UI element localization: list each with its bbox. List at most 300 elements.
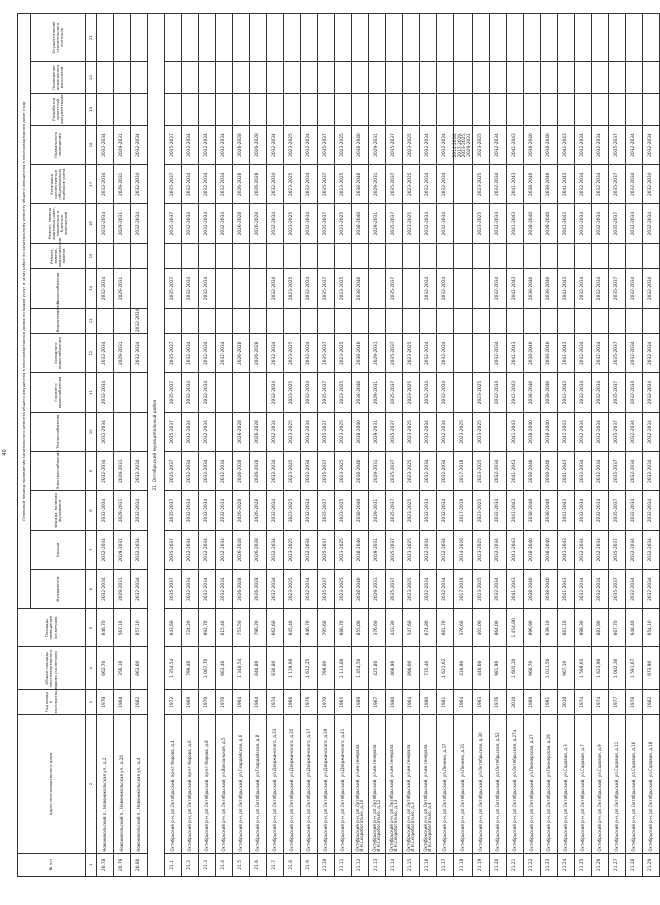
section-title: 21. Октябрьский муниципальный район — [148, 14, 165, 877]
row-number: 21.14 — [386, 853, 403, 876]
table-cell: 2035-2037 — [609, 452, 626, 491]
table-cell — [643, 14, 660, 62]
row-number: 21.16 — [420, 853, 437, 876]
table-cell: 2029-2031 — [369, 373, 386, 412]
table-cell: 401,00 — [473, 609, 490, 647]
row-number: 20.79 — [114, 853, 131, 876]
address-cell: Октябрьский р-н, рп.Октябрьский, ул.Октябрьская, д.27а — [507, 715, 524, 853]
table-cell: 2038-2040 — [524, 373, 541, 412]
table-cell: 2032-2034 — [97, 569, 114, 608]
table-cell — [473, 14, 490, 62]
table-cell — [267, 62, 284, 94]
table-cell — [216, 269, 233, 308]
table-cell: 2032-2034 — [643, 125, 660, 164]
row-number: 21.8 — [284, 853, 301, 876]
table-cell: 2032-2034 — [131, 452, 148, 491]
address-cell: Октябрьский р-н, рп.Октябрьский, ул.Октябрьская, д.30 — [473, 715, 490, 853]
address-cell: Октябрьский р-н, рп.Октябрьский, ул.Садовая, д.7 — [575, 715, 592, 853]
table-cell: 2035-2037 — [165, 334, 182, 373]
table-cell: 2032-2034 — [420, 125, 437, 164]
table-row — [524, 14, 541, 877]
table-cell: 466,90 — [386, 647, 403, 690]
table-row — [352, 14, 369, 877]
column-number: 10 — [86, 412, 97, 451]
table-cell: 855,00 — [352, 609, 369, 647]
address-cell: Октябрьский р-н, рп.Октябрьский, ул.им.генерала И.Н.Скоробогатько, д.12 — [369, 715, 386, 853]
address-cell: Октябрьский р-н, рп.Октябрьский, ул.Пионерская, д.29 — [541, 715, 558, 853]
table-cell: 2023-2025 — [284, 412, 301, 451]
table-cell: 2035-2037 — [165, 204, 182, 243]
table-cell — [558, 14, 575, 62]
table-cell — [267, 93, 284, 125]
table-cell: 967,10 — [558, 647, 575, 690]
table-cell: 2032-2034 — [182, 491, 199, 530]
table-cell: 2038-2040 — [541, 373, 558, 412]
table-cell — [524, 93, 541, 125]
table-cell: 2041-2043 — [507, 569, 524, 608]
table-cell: 2035-2037 — [318, 412, 335, 451]
table-cell: 2032-2034 — [301, 530, 318, 569]
table-cell: 2032-2034 — [592, 269, 609, 308]
table-cell — [507, 14, 524, 62]
table-cell: 2023-2025 — [335, 373, 352, 412]
table-cell: 1989 — [352, 690, 369, 716]
table-cell: 724,20 — [182, 609, 199, 647]
table-cell — [199, 62, 216, 94]
table-cell — [369, 308, 386, 334]
table-cell: 2032-2034 — [437, 373, 454, 412]
row-number: 21.29 — [643, 853, 660, 876]
table-cell: 2032-2034 — [182, 165, 199, 204]
address-cell: Октябрьский р-н, рп.Октябрьский, ул.им.генерала И.Н.Скоробогатько, д.13 — [386, 715, 403, 853]
table-cell: 2023-2025 — [284, 569, 301, 608]
table-cell: 2023-2025 — [335, 269, 352, 308]
table-cell: 2035-2037 — [318, 334, 335, 373]
table-cell — [250, 308, 267, 334]
table-cell: 2032-2034 — [182, 452, 199, 491]
col-header-electric: Электроснабжения — [31, 452, 86, 491]
table-cell: 2023-2025 — [473, 204, 490, 243]
row-number: 21.10 — [318, 853, 335, 876]
table-cell: 2032-2034 — [420, 530, 437, 569]
address-cell: Октябрьский р-н, рп.Октябрьский, ул.Октябрьская, д.52 — [490, 715, 507, 853]
table-cell — [131, 412, 148, 451]
table-cell: 1974 — [592, 690, 609, 716]
table-cell: 2035-2037 — [386, 165, 403, 204]
table-cell: 1 454,50 — [352, 647, 369, 690]
table-cell: 2026-2028 — [233, 334, 250, 373]
table-row — [490, 14, 507, 877]
table-cell: 795,60 — [318, 609, 335, 647]
address-cell: Октябрьский р-н, рп.Октябрьский, ул.Ленина, д.37 — [437, 715, 454, 853]
table-cell — [643, 62, 660, 94]
table-cell — [386, 14, 403, 62]
table-cell: 2029-2031 — [369, 412, 386, 451]
row-number: 20.78 — [97, 853, 114, 876]
table-cell — [609, 14, 626, 62]
table-cell: 2032-2034 — [626, 491, 643, 530]
table-row — [182, 14, 199, 877]
table-cell: 2032-2034 — [437, 165, 454, 204]
table-cell: 2029-2031 — [369, 530, 386, 569]
address-cell: Октябрьский р-н, рп.Октябрьский, ул.Дзержинского, д.41 — [335, 715, 352, 853]
table-cell: 2032-2034 — [301, 373, 318, 412]
table-cell — [403, 62, 420, 94]
table-cell: 2032-2034 — [643, 204, 660, 243]
table-cell: 753,50 — [233, 609, 250, 647]
table-cell: 2032-2034 — [420, 452, 437, 491]
table-cell: 2032-2034 — [643, 569, 660, 608]
table-row — [592, 14, 609, 877]
table-cell: 1 599,65 — [575, 647, 592, 690]
table-cell: 2032-2034 — [267, 530, 284, 569]
column-number: 16 — [86, 204, 97, 243]
table-cell: 2035-2037 — [609, 125, 626, 164]
table-cell: 2032-2034 — [301, 165, 318, 204]
table-cell: 2032-2034 — [626, 412, 643, 451]
table-cell: 2032-2034 — [437, 204, 454, 243]
table-cell: 2026-2028 — [233, 165, 250, 204]
column-number: 19 — [86, 93, 97, 125]
table-cell — [626, 308, 643, 334]
col-header-elevator-shafts: Ремонт, замена лифтовых шахт, машинных и блочных помещений — [31, 204, 86, 243]
table-cell: 2041-2043 — [507, 334, 524, 373]
table-cell: 2032-2034 — [131, 204, 148, 243]
table-cell: 2023-2025 — [403, 569, 420, 608]
table-cell: 2023-2025 — [335, 530, 352, 569]
table-cell: 1989 — [524, 690, 541, 716]
table-cell: 2032-2034 — [437, 491, 454, 530]
table-cell: 2023-2025 — [473, 165, 490, 204]
table-cell: 1 011,50 — [541, 647, 558, 690]
table-cell: 2026-2028 — [250, 165, 267, 204]
table-row — [507, 14, 524, 877]
table-cell — [437, 243, 454, 269]
table-cell: 2032-2034 — [131, 308, 148, 334]
table-cell — [369, 93, 386, 125]
table-cell — [284, 308, 301, 334]
table-cell: 2032-2034 — [437, 334, 454, 373]
table-cell: 881,90 — [592, 609, 609, 647]
table-cell: 2032-2034 — [437, 452, 454, 491]
table-cell: 2032-2034 — [420, 412, 437, 451]
col-header-num: № п/п — [18, 853, 86, 876]
address-cell: Октябрьский р-н, рп.Октябрьский, ул.Садовая, д.9 — [592, 715, 609, 853]
table-row — [301, 14, 318, 877]
address-cell: Октябрьский р-н, рп.Октябрьский, ул.Садовая, д.3 — [558, 715, 575, 853]
table-cell — [437, 14, 454, 62]
table-cell: 2026-2028 — [233, 125, 250, 164]
table-cell: 2032-2034 — [437, 125, 454, 164]
table-cell: 2032-2034 — [199, 373, 216, 412]
table-cell: 2032-2034 — [592, 530, 609, 569]
table-cell — [420, 14, 437, 62]
table-cell: 2041-2043 — [558, 569, 575, 608]
table-cell: 2032-2034 — [490, 373, 507, 412]
table-cell: 2032-2034 — [97, 452, 114, 491]
table-cell: 1974 — [267, 690, 284, 716]
table-cell: 416,90 — [454, 647, 473, 690]
table-cell — [318, 308, 335, 334]
table-cell: 2032-2034 — [131, 334, 148, 373]
table-cell: 1 623,90 — [592, 647, 609, 690]
table-cell: 2035-2037 — [318, 452, 335, 491]
table-cell — [524, 62, 541, 94]
table-cell: 1969 — [182, 690, 199, 716]
table-cell: 2032-2034 — [575, 452, 592, 491]
table-cell — [541, 308, 558, 334]
address-cell: Октябрьский р-н, рп.Октябрьский, ул.Пионерская, д.27 — [524, 715, 541, 853]
table-cell — [335, 62, 352, 94]
table-cell: 2041-2043 — [507, 269, 524, 308]
table-cell: 2032-2034 — [490, 165, 507, 204]
table-cell: 2026-2028 — [233, 569, 250, 608]
table-cell: 2032-2034 — [626, 569, 643, 608]
table-header — [18, 14, 97, 877]
table-cell — [335, 243, 352, 269]
table-cell — [318, 243, 335, 269]
table-cell: 2032-2034 — [182, 530, 199, 569]
column-number: 21 — [86, 14, 97, 62]
table-cell: 2035-2037 — [318, 491, 335, 530]
row-number: 21.2 — [182, 853, 199, 876]
table-cell: 2029-2031 — [369, 165, 386, 204]
table-row — [267, 14, 284, 877]
table-cell: 2032-2034 — [267, 125, 284, 164]
table-cell: 2032-2034 — [592, 125, 609, 164]
table-cell: 2035-2037 — [386, 412, 403, 451]
table-row — [454, 14, 473, 877]
table-cell — [97, 93, 114, 125]
table-cell: 2032-2034 — [643, 412, 660, 451]
table-cell: 2023-2025 — [473, 452, 490, 491]
table-cell — [114, 93, 131, 125]
table-cell: 1965 — [335, 690, 352, 716]
table-cell: 2038-2040 — [352, 334, 369, 373]
col-header-sewer: Водоотведения — [31, 308, 86, 334]
table-cell: 796,20 — [250, 609, 267, 647]
table-cell: 2032-2034 — [626, 165, 643, 204]
table-cell: 2032-2034 — [131, 125, 148, 164]
table-cell — [131, 93, 148, 125]
table-cell: 2032-2034 — [267, 569, 284, 608]
table-row — [386, 14, 403, 877]
table-cell: 2026-2028 — [233, 412, 250, 451]
table-cell: 2035-2037 — [165, 269, 182, 308]
table-cell — [473, 93, 490, 125]
col-header-design-docs: Разработка проектной документации — [31, 93, 86, 125]
table-cell — [352, 62, 369, 94]
table-cell — [473, 62, 490, 94]
table-cell: 2023-2025 — [284, 269, 301, 308]
table-cell — [454, 308, 473, 334]
table-cell: 2038-2040 — [524, 491, 541, 530]
table-row — [199, 14, 216, 877]
table-cell — [626, 62, 643, 94]
table-cell — [301, 308, 318, 334]
table-cell: 2032-2034 — [626, 269, 643, 308]
table-cell: 846,70 — [301, 609, 318, 647]
table-cell: 2032-2034 — [592, 204, 609, 243]
row-number: 21.18 — [454, 853, 473, 876]
column-number: 7 — [86, 530, 97, 569]
table-cell: 896,90 — [524, 609, 541, 647]
table-cell: 2032-2034 — [97, 373, 114, 412]
address-cell: Октябрьский р-н, рп.Октябрьский, пр-кт Кирова, д.8 — [199, 715, 216, 853]
address-cell: Октябрьский р-н, рп.Октябрьский, ул.Дзержинского, д.33 — [267, 715, 284, 853]
table-cell — [473, 334, 490, 373]
table-cell: 2023-2025 — [473, 530, 490, 569]
table-cell — [216, 308, 233, 334]
table-cell — [335, 308, 352, 334]
table-cell — [490, 308, 507, 334]
table-cell: 2032-2034 — [216, 334, 233, 373]
table-cell: 2035-2037 — [165, 569, 182, 608]
table-cell — [301, 93, 318, 125]
table-cell: 2032-2034 — [575, 165, 592, 204]
table-cell: 2041-2043 — [507, 530, 524, 569]
table-row — [284, 14, 301, 877]
col-header-gas: Газоснабжения — [31, 269, 86, 308]
table-cell — [454, 62, 473, 94]
column-number: 18 — [86, 125, 97, 164]
table-cell: 1991 — [541, 690, 558, 716]
row-number: 21.5 — [233, 853, 250, 876]
table-cell: 2032-2034 — [267, 269, 284, 308]
table-cell: 830,80 — [267, 647, 284, 690]
address-cell: Октябрьский р-н, рп.Октябрьский, ул.Садовая, д.18 — [643, 715, 660, 853]
table-cell: 2032-2034 — [182, 334, 199, 373]
table-cell — [507, 308, 524, 334]
table-cell — [131, 373, 148, 412]
column-number: 5 — [86, 609, 97, 647]
table-cell: 2038-2040 — [352, 125, 369, 164]
table-cell: 2032-2034 — [216, 204, 233, 243]
table-cell: 1980 — [386, 690, 403, 716]
table-cell — [267, 14, 284, 62]
col-header-year: Год ввода в эксплуатацию — [18, 690, 86, 716]
table-cell — [403, 14, 420, 62]
table-cell: 2023-2025 — [284, 373, 301, 412]
table-cell — [507, 93, 524, 125]
table-cell: 2035-2037 — [318, 569, 335, 608]
table-cell: 857,10 — [131, 609, 148, 647]
table-cell — [541, 243, 558, 269]
table-cell: 2041-2043 — [507, 204, 524, 243]
table-cell — [165, 62, 182, 94]
address-cell: Октябрьский р-н, рп.Октябрьский, ул.им.генерала И.Н.Скоробогатько, д.3 — [403, 715, 420, 853]
table-cell: 2032-2034 — [182, 125, 199, 164]
table-cell: 1964 — [250, 690, 267, 716]
table-cell — [369, 62, 386, 94]
table-cell: 2029-2031 — [369, 491, 386, 530]
table-cell: 2023-2025 — [473, 373, 490, 412]
table-cell — [114, 62, 131, 94]
table-row — [473, 14, 490, 877]
table-cell: 2032-2034 — [490, 569, 507, 608]
table-cell — [386, 93, 403, 125]
table-cell: 2026-2028 — [250, 125, 267, 164]
table-cell: 2032-2034 — [437, 569, 454, 608]
table-cell: 2032-2034 — [490, 334, 507, 373]
table-cell — [97, 62, 114, 94]
table-cell: 2032-2034 — [301, 491, 318, 530]
col-header-supervision: Осуществление строительного контроля — [31, 14, 86, 62]
table-cell: 2014-2016, 2017-2019, 2023-2025, 2029-2031 — [454, 125, 473, 164]
table-cell: 2026-2028 — [233, 452, 250, 491]
table-cell: 2032-2034 — [626, 530, 643, 569]
table-cell: 2032-2034 — [490, 204, 507, 243]
table-row — [437, 14, 454, 877]
table-cell: 2023-2025 — [403, 491, 420, 530]
table-cell: 1972 — [165, 690, 182, 716]
table-cell: 863,60 — [131, 647, 148, 690]
table-cell — [335, 14, 352, 62]
table-cell: 1964 — [403, 690, 420, 716]
table-cell: 2035-2037 — [386, 269, 403, 308]
table-body — [97, 14, 660, 877]
table-cell — [575, 308, 592, 334]
table-cell — [403, 93, 420, 125]
table-cell: 2029-2031 — [369, 569, 386, 608]
table-cell: 2035-2037 — [609, 165, 626, 204]
table-cell: 2035-2037 — [165, 125, 182, 164]
table-cell: 2035-2037 — [165, 165, 182, 204]
table-cell: 2041-2043 — [507, 373, 524, 412]
table-cell: 2035-2037 — [609, 491, 626, 530]
table-cell — [233, 269, 250, 308]
table-cell: 2032-2034 — [592, 165, 609, 204]
column-number: 6 — [86, 569, 97, 608]
table-cell: 2029-2031 — [114, 204, 131, 243]
table-cell: 2035-2037 — [386, 125, 403, 164]
table-cell — [284, 62, 301, 94]
table-cell: 2032-2034 — [575, 491, 592, 530]
table-cell — [216, 412, 233, 451]
address-cell: Новоникольский п., Новоникольская ул., д.2 — [97, 715, 114, 853]
table-cell: 2035-2037 — [165, 530, 182, 569]
col-header-address: Адрес многоквартирного дома — [18, 715, 86, 853]
table-cell: 2032-2034 — [267, 452, 284, 491]
table-cell: 2035-2037 — [165, 491, 182, 530]
row-number: 21.6 — [250, 853, 267, 876]
table-row — [318, 14, 335, 877]
address-cell: Октябрьский р-н, рп.Октябрьский, пр-кт Кирова, д.4 — [165, 715, 182, 853]
table-cell: 2035-2037 — [165, 373, 182, 412]
table-cell: 2032-2034 — [301, 412, 318, 451]
table-cell: 2029-2031 — [114, 165, 131, 204]
table-cell: 2026-2028 — [250, 204, 267, 243]
table-cell — [97, 243, 114, 269]
table-cell — [575, 14, 592, 62]
table-cell — [420, 93, 437, 125]
table-cell — [318, 93, 335, 125]
table-row — [558, 14, 575, 877]
table-cell — [454, 243, 473, 269]
table-cell: 2026-2028 — [250, 334, 267, 373]
row-number: 21.15 — [403, 853, 420, 876]
table-cell: 2029-2031 — [369, 204, 386, 243]
table-cell: 2032-2034 — [267, 491, 284, 530]
table-cell — [182, 243, 199, 269]
table-cell — [216, 243, 233, 269]
table-cell: 2032-2034 — [575, 269, 592, 308]
table-cell: 2023-2025 — [335, 165, 352, 204]
table-cell — [352, 308, 369, 334]
table-cell: 2035-2037 — [165, 452, 182, 491]
table-cell: 2032-2034 — [97, 334, 114, 373]
table-cell — [233, 93, 250, 125]
